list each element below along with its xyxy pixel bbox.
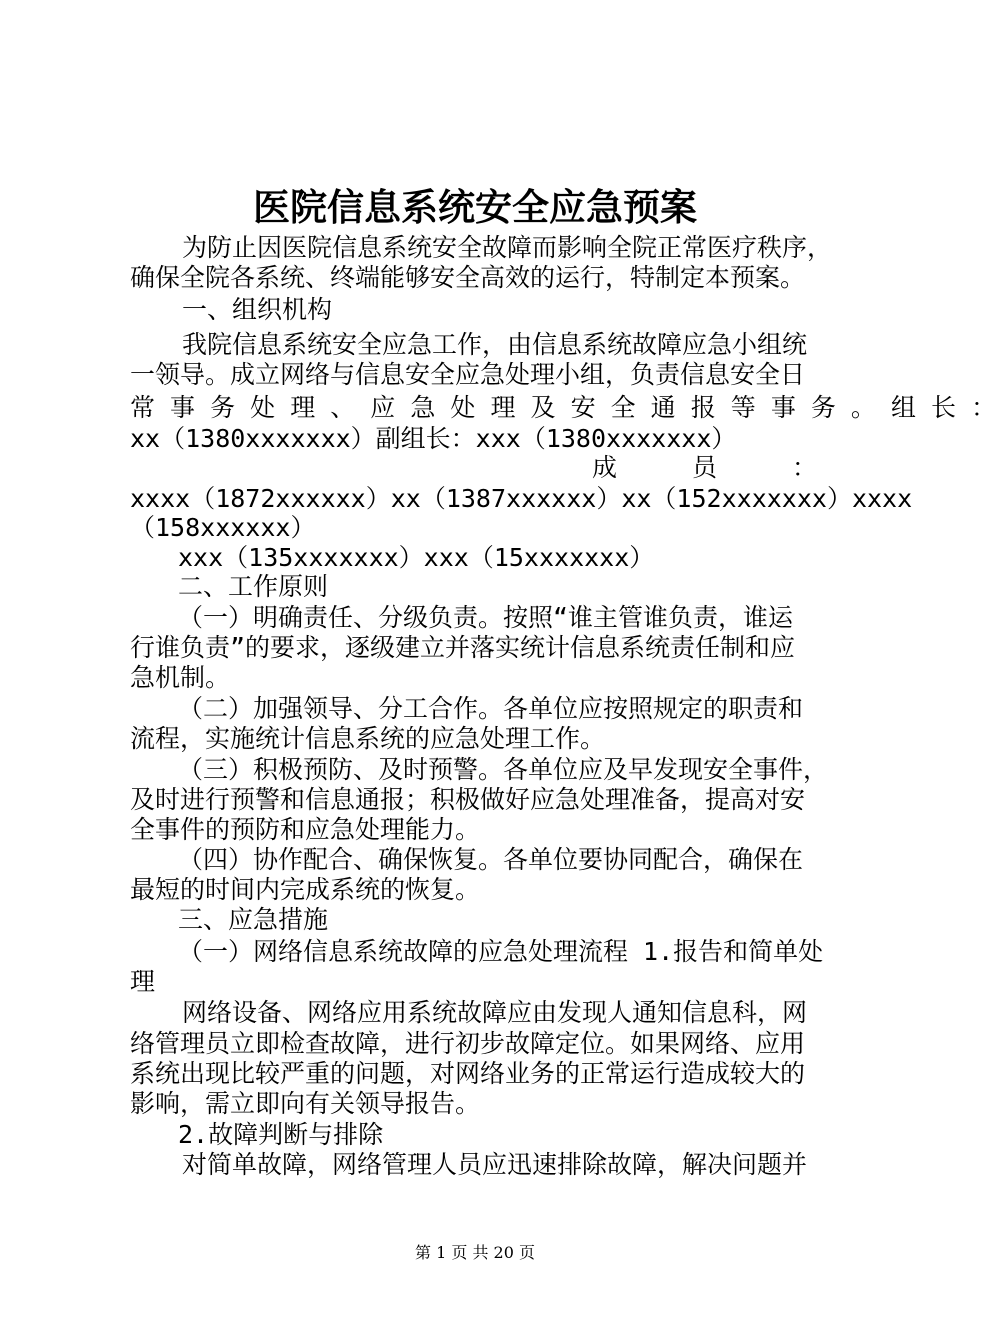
body-line: （三）积极预防、及时预警。各单位应及早发现安全事件， (178, 755, 829, 784)
section-heading: 三、应急措施 (178, 905, 329, 934)
body-line: 急机制。 (130, 663, 231, 692)
body-line: 全事件的预防和应急处理能力。 (130, 815, 481, 844)
body-line: 确保全院各系统、终端能够安全高效的运行，特制定本预案。 (130, 263, 806, 292)
body-line: 流程，实施统计信息系统的应急处理工作。 (130, 724, 606, 753)
body-line: 影响，需立即向有关领导报告。 (130, 1089, 481, 1118)
body-line: （158xxxxxx） (130, 513, 316, 542)
body-line: xxxx（1872xxxxxx）xx（1387xxxxxx）xx（152xxxxxxx）xxxx (130, 484, 913, 513)
body-line: 络管理员立即检查故障，进行初步故障定位。如果网络、应用 (130, 1029, 806, 1058)
body-line: （一）网络信息系统故障的应急处理流程 1.报告和简单处 (178, 937, 824, 966)
body-line: 网络设备、网络应用系统故障应由发现人通知信息科，网 (182, 998, 808, 1027)
body-line: （一）明确责任、分级负责。按照“谁主管谁负责，谁运 (178, 603, 794, 632)
body-line: 常 事 务 处 理 、 应 急 处 理 及 安 全 通 报 等 事 务 。 组 长 ： (130, 393, 996, 422)
body-line: 我院信息系统安全应急工作，由信息系统故障应急小组统 (182, 330, 808, 359)
body-line: 为防止因医院信息系统安全故障而影响全院正常医疗秩序， (182, 233, 833, 262)
body-line: xxx（135xxxxxxx）xxx（15xxxxxxx） (178, 543, 655, 572)
sub-heading: 2.故障判断与排除 (178, 1120, 384, 1149)
body-line: 系统出现比较严重的问题，对网络业务的正常运行造成较大的 (130, 1059, 806, 1088)
body-line: 理 (130, 967, 156, 996)
body-line: 行谁负责”的要求，逐级建立并落实统计信息系统责任制和应 (130, 633, 796, 662)
body-line: （二）加强领导、分工合作。各单位应按照规定的职责和 (178, 694, 804, 723)
body-line: （四）协作配合、确保恢复。各单位要协同配合，确保在 (178, 845, 804, 874)
section-heading: 一、组织机构 (182, 295, 333, 324)
body-line: xx（1380xxxxxxx）副组长：xxx（1380xxxxxxx） (130, 424, 737, 453)
document-title: 医院信息系统安全应急预案 (253, 185, 697, 229)
page-footer: 第 1 页 共 20 页 (415, 1243, 535, 1262)
body-line: 最短的时间内完成系统的恢复。 (130, 875, 481, 904)
body-line: 对简单故障，网络管理人员应迅速排除故障，解决问题并 (182, 1150, 808, 1179)
body-line: 及时进行预警和信息通报；积极做好应急处理准备，提高对安 (130, 785, 806, 814)
body-line: 一领导。成立网络与信息安全应急处理小组，负责信息安全日 (130, 360, 806, 389)
section-heading: 二、工作原则 (178, 572, 329, 601)
body-line: 成 员 ： (592, 453, 818, 482)
